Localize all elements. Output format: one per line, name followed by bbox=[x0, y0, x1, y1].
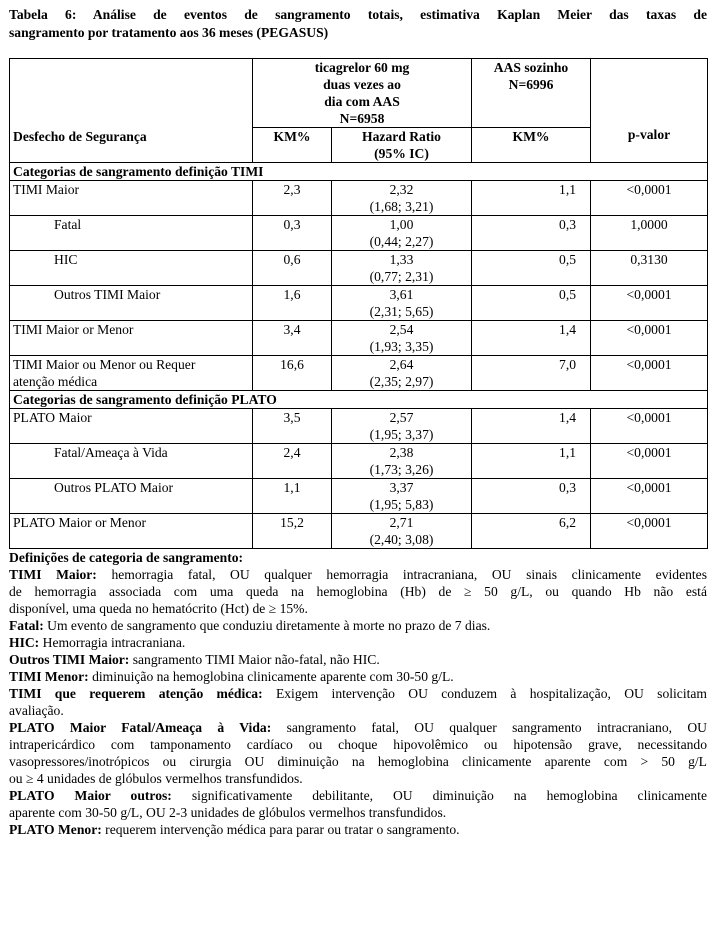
category-row-timi: Categorias de sangramento definição TIMI bbox=[10, 163, 708, 181]
def-plato-menor: PLATO Menor: requerem intervenção médica para parar ou tratar o sangramento. bbox=[9, 822, 460, 837]
header-km2: KM% bbox=[472, 128, 591, 163]
bleeding-table bbox=[9, 58, 708, 549]
def-hic: HIC: Hemorragia intracraniana. bbox=[9, 635, 186, 650]
header-hr: Hazard Ratio (95% IC) bbox=[332, 128, 472, 163]
table-row: Outros TIMI Maior 1,6 3,61 (2,31; 5,65) 0,5 <0,0001 bbox=[10, 286, 708, 321]
title-line-2: sangramento por tratamento aos 36 meses (PEGASUS) bbox=[9, 25, 329, 40]
def-timi-menor: TIMI Menor: diminuição na hemoglobina clinicamente aparente com 30-50 g/L. bbox=[9, 669, 454, 684]
def-outros-timi: Outros TIMI Maior: sangramento TIMI Maior não-fatal, não HIC. bbox=[9, 652, 380, 667]
def-plato-outros: PLATO Maior outros: significativamente debilitante, OU diminuição na hemoglobina clinicamente aparente com 30-50 g/L, OU 2-3 unidades de glóbulos vermelhos transfundidos. bbox=[9, 788, 707, 820]
header-ticagrelor: ticagrelor 60 mg duas vezes ao dia com AAS N=6958 bbox=[253, 59, 472, 128]
definitions-section bbox=[9, 549, 707, 838]
table-row: Fatal 0,3 1,00 (0,44; 2,27) 0,3 1,0000 bbox=[10, 216, 708, 251]
table-title bbox=[9, 6, 707, 42]
definitions-heading: Definições de categoria de sangramento: bbox=[9, 550, 244, 565]
title-line-1: Tabela 6: Análise de eventos de sangramento totais, estimativa Kaplan Meier das taxas de bbox=[9, 7, 707, 22]
table-row: PLATO Maior 3,5 2,57 (1,95; 3,37) 1,4 <0,0001 bbox=[10, 409, 708, 444]
header-km1: KM% bbox=[253, 128, 332, 163]
table-row: TIMI Maior 2,3 2,32 (1,68; 3,21) 1,1 <0,0001 bbox=[10, 181, 708, 216]
table-row: Fatal/Ameaça à Vida 2,4 2,38 (1,73; 3,26) 1,1 <0,0001 bbox=[10, 444, 708, 479]
table-row: TIMI Maior ou Menor ou Requer atenção médica 16,6 2,64 (2,35; 2,97) 7,0 <0,0001 bbox=[10, 356, 708, 391]
header-pvalor: p-valor bbox=[591, 59, 708, 163]
header-row-groups bbox=[10, 59, 708, 128]
def-plato-fatal: PLATO Maior Fatal/Ameaça à Vida: sangramento fatal, OU qualquer sangramento intracraniano, OU intrapericárdico com tamponamento cardíaco ou choque hipovolêmico ou hipotensão grave, necessitando vasopressores/inotrópicos ou cirurgia OU diminuição na hemoglobina clinicamente aparente com > 50 g/L ou ≥ 4 unidades de glóbulos vermelhos transfundidos. bbox=[9, 720, 707, 786]
def-timi-atencao: TIMI que requerem atenção médica: Exigem intervenção OU conduzem à hospitalização, OU solicitam avaliação. bbox=[9, 686, 708, 718]
table-row: Outros PLATO Maior 1,1 3,37 (1,95; 5,83) 0,3 <0,0001 bbox=[10, 479, 708, 514]
table-row: HIC 0,6 1,33 (0,77; 2,31) 0,5 0,3130 bbox=[10, 251, 708, 286]
def-fatal: Fatal: Um evento de sangramento que conduziu diretamente à morte no prazo de 7 dias. bbox=[9, 618, 491, 633]
table-row: PLATO Maior or Menor 15,2 2,71 (2,40; 3,08) 6,2 <0,0001 bbox=[10, 514, 708, 549]
header-aas: AAS sozinho N=6996 bbox=[472, 59, 591, 128]
header-empty bbox=[10, 59, 253, 128]
def-timi-maior: TIMI Maior: hemorragia fatal, OU qualquer hemorragia intracraniana, OU sinais clinicamente evidentes de hemorragia associada com uma queda na hemoglobina (Hb) de ≥ 50 g/L, ou quando Hb não está disponível, uma queda no hematócrito (Hct) de ≥ 15%. bbox=[9, 567, 707, 616]
document-page bbox=[9, 6, 707, 838]
category-row-plato: Categorias de sangramento definição PLATO bbox=[10, 391, 708, 409]
table-row: TIMI Maior or Menor 3,4 2,54 (1,93; 3,35) 1,4 <0,0001 bbox=[10, 321, 708, 356]
header-desfecho: Desfecho de Segurança bbox=[10, 128, 253, 163]
